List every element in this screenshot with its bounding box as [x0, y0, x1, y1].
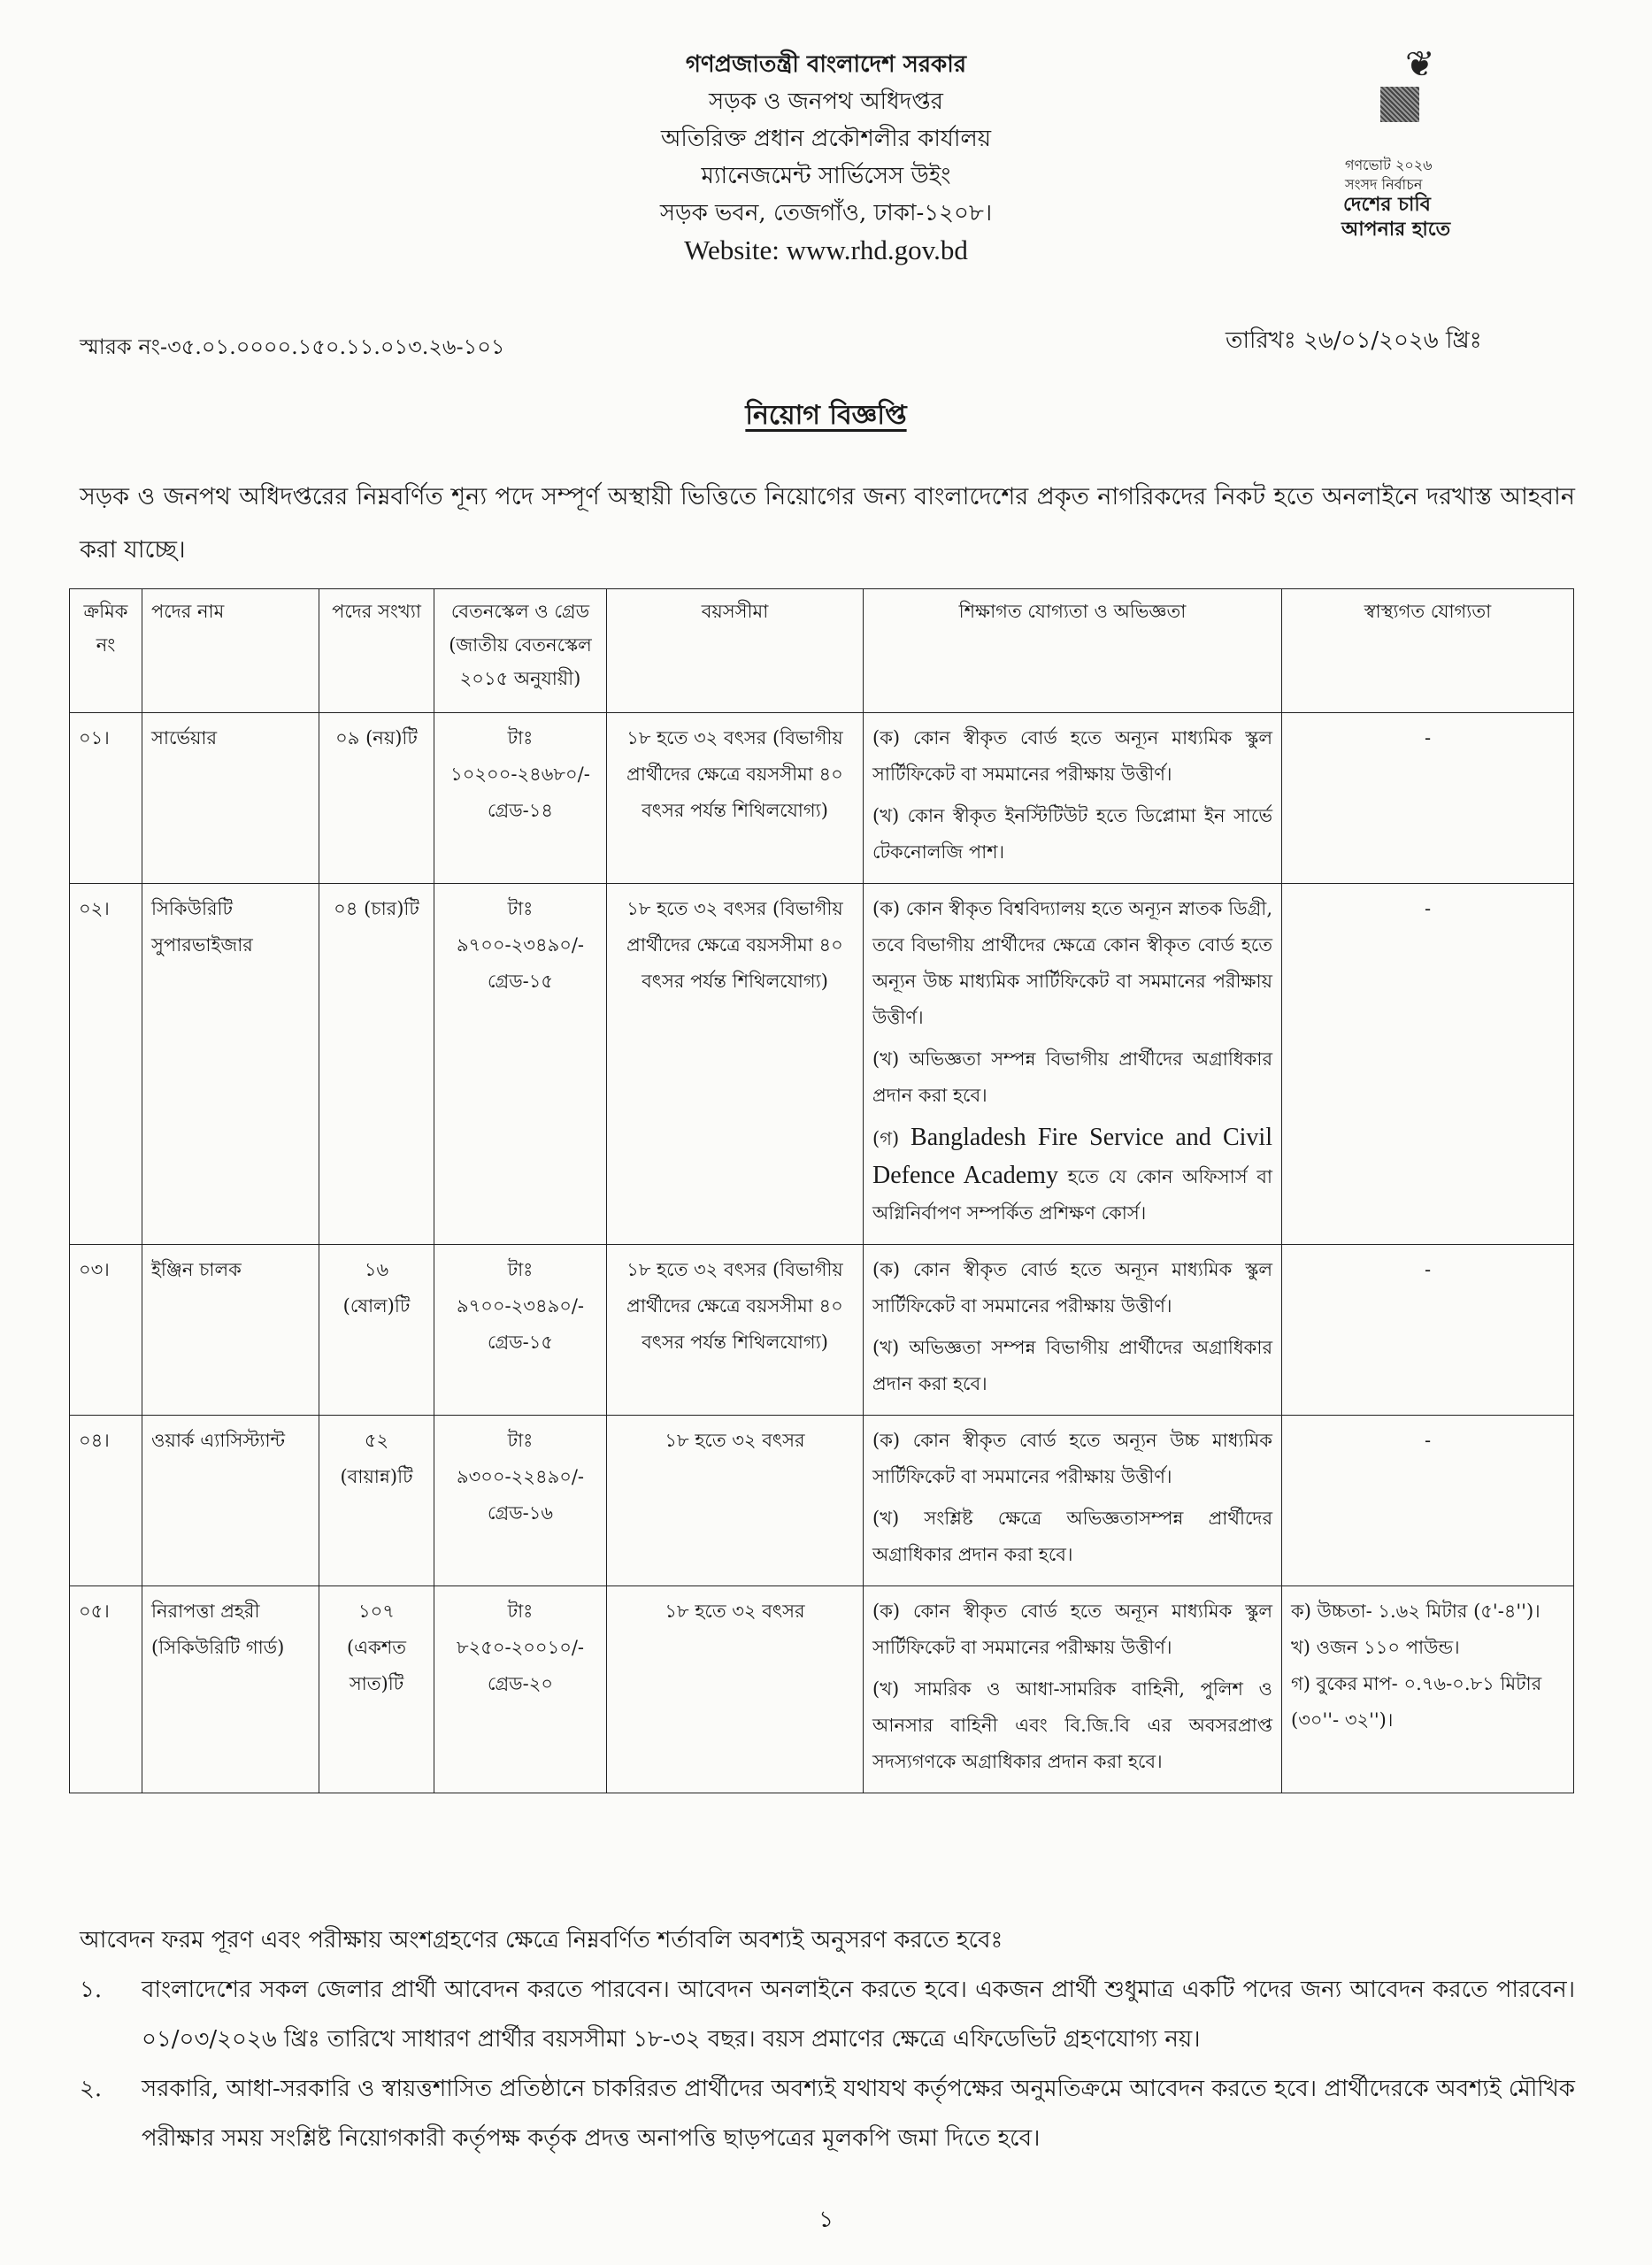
page-title: [0, 394, 1652, 439]
cell-pay: টাঃ ৮২৫০-২০০১০/- গ্রেড-২০: [434, 1586, 607, 1793]
logo-text-4: আপনার হাতে: [1341, 218, 1451, 241]
conditions-list: [80, 1965, 1575, 2163]
fire-academy-name: Bangladesh Fire Service and Civil Defence Academy: [872, 1124, 1272, 1189]
website-link[interactable]: Website: www.rhd.gov.bd: [684, 234, 968, 265]
cell-post: ইঞ্জিন চালক: [142, 1245, 319, 1416]
cell-post: সার্ভেয়ার: [142, 713, 319, 884]
condition-number: ১.: [80, 1977, 103, 2003]
page-number: ১: [818, 2207, 834, 2233]
condition-item: [80, 1965, 1575, 2064]
cell-qualification: [864, 1245, 1282, 1416]
cell-post: নিরাপত্তা প্রহরী (সিকিউরিটি গার্ড): [142, 1586, 319, 1793]
cell-pay: টাঃ ৯৩০০-২২৪৯০/- গ্রেড-১৬: [434, 1416, 607, 1586]
qual-item: (ক) কোন স্বীকৃত বোর্ড হতে অন্যূন মাধ্যমিক স্কুল সার্টিফিকেট বা সমমানের পরীক্ষায় উত্তীর্ণ।: [872, 1259, 1272, 1317]
condition-text: বাংলাদেশের সকল জেলার প্রার্থী আবেদন করতে পারবেন। আবেদন অনলাইনে করতে হবে। একজন প্রার্থী শুধুমাত্র একটি পদের জন্য আবেদন করতে পারবেন। ০১/০৩/২০২৬ খ্রিঃ তারিখে সাধারণ প্রার্থীর বয়সসীমা ১৮-৩২ বছর। বয়স প্রমাণের ক্ষেত্রে এফিডেভিট গ্রহণযোগ্য নয়।: [142, 1977, 1575, 2053]
cell-serial: ০৪।: [70, 1416, 142, 1586]
leaf-icon: ❦: [1405, 44, 1435, 85]
col-education: শিক্ষাগত যোগ্যতা ও অভিজ্ঞতা: [864, 589, 1282, 713]
conditions-lead: আবেদন ফরম পূরণ এবং পরীক্ষায় অংশগ্রহণের ক্ষেত্রে নিম্নবর্ণিত শর্তাবলি অবশ্যই অনুসরণ করতে হবেঃ: [80, 1927, 1003, 1954]
cell-health: -: [1282, 884, 1574, 1245]
table-row: [70, 1586, 1574, 1793]
cell-count: ১০৭ (একশত সাত)টি: [319, 1586, 434, 1793]
qual-item: (ক) কোন স্বীকৃত বোর্ড হতে অন্যূন মাধ্যমিক স্কুল সার্টিফিকেট বা সমমানের পরীক্ষায় উত্তীর্ণ।: [872, 727, 1272, 785]
logo-text-1: গণভোট ২০২৬: [1345, 157, 1433, 173]
cell-count: ০৪ (চার)টি: [319, 884, 434, 1245]
cell-post: ওয়ার্ক এ্যাসিস্ট্যান্ট: [142, 1416, 319, 1586]
col-age: বয়সসীমা: [607, 589, 864, 713]
qual-item: (খ) অভিজ্ঞতা সম্পন্ন বিভাগীয় প্রার্থীদের অগ্রাধিকার প্রদান করা হবে।: [872, 1337, 1272, 1394]
cell-health: -: [1282, 1416, 1574, 1586]
cell-age: ১৮ হতে ৩২ বৎসর: [607, 1416, 864, 1586]
logo-text-3: দেশের চাবি: [1343, 193, 1431, 216]
qual-item: (খ) কোন স্বীকৃত ইনস্টিটিউট হতে ডিপ্লোমা ইন সার্ভে টেকনোলজি পাশ।: [872, 805, 1272, 863]
table-row: [70, 713, 1574, 884]
address: সড়ক ভবন, তেজগাঁও, ঢাকা-১২০৮।: [659, 200, 993, 226]
intro-paragraph: সড়ক ও জনপথ অধিদপ্তরের নিম্নবর্ণিত শূন্য পদে সম্পূর্ণ অস্থায়ী ভিত্তিতে নিয়োগের জন্য বাংলাদেশের প্রকৃত নাগরিকদের নিকট হতে অনলাইনে দরখাস্ত আহবান করা যাচ্ছে।: [80, 483, 1575, 564]
health-item: গ) বুকের মাপ- ০.৭৬-০.৮১ মিটার (৩০''- ৩২'')।: [1291, 1673, 1542, 1731]
qual-item: [872, 1119, 1272, 1232]
cell-health: [1282, 1586, 1574, 1793]
cell-health: -: [1282, 713, 1574, 884]
qual-item: (ক) কোন স্বীকৃত বোর্ড হতে অন্যূন মাধ্যমিক স্কুল সার্টিফিকেট বা সমমানের পরীক্ষায় উত্তীর্ণ।: [872, 1601, 1272, 1658]
cell-age: ১৮ হতে ৩২ বৎসর (বিভাগীয় প্রার্থীদের ক্ষেত্রে বয়সসীমা ৪০ বৎসর পর্যন্ত শিথিলযোগ্য): [607, 713, 864, 884]
vacancy-table: [69, 588, 1574, 1793]
logo-text-2: সংসদ নির্বাচন: [1345, 176, 1423, 193]
cell-qualification: [864, 1416, 1282, 1586]
cell-count: ০৯ (নয়)টি: [319, 713, 434, 884]
cell-pay: টাঃ ১০২০০-২৪৬৮০/- গ্রেড-১৪: [434, 713, 607, 884]
table-header-row: [70, 589, 1574, 713]
office-name: অতিরিক্ত প্রধান প্রকৌশলীর কার্যালয়: [660, 126, 992, 152]
cell-health: -: [1282, 1245, 1574, 1416]
govt-name: গণপ্রজাতন্ত্রী বাংলাদেশ সরকার: [685, 51, 967, 78]
health-item: ক) উচ্চতা- ১.৬২ মিটার (৫'-৪'')।: [1291, 1601, 1541, 1622]
health-item: খ) ওজন ১১০ পাউন্ড।: [1291, 1637, 1460, 1658]
cell-serial: ০৩।: [70, 1245, 142, 1416]
qual-item: (খ) অভিজ্ঞতা সম্পন্ন বিভাগীয় প্রার্থীদের অগ্রাধিকার প্রদান করা হবে।: [872, 1048, 1272, 1106]
condition-text: সরকারি, আধা-সরকারি ও স্বায়ত্তশাসিত প্রতিষ্ঠানে চাকরিরত প্রার্থীদের অবশ্যই যথাযথ কর্তৃপক্ষের অনুমতিক্রমে আবেদন করতে হবে। প্রার্থীদেরকে অবশ্যই মৌখিক পরীক্ষার সময় সংশ্লিষ্ট নিয়োগকারী কর্তৃপক্ষ কর্তৃক প্রদত্ত অনাপত্তি ছাড়পত্রের মূলকপি জমা দিতে হবে।: [142, 2076, 1575, 2152]
cell-age: ১৮ হতে ৩২ বৎসর (বিভাগীয় প্রার্থীদের ক্ষেত্রে বয়সসীমা ৪০ বৎসর পর্যন্ত শিথিলযোগ্য): [607, 1245, 864, 1416]
condition-number: ২.: [80, 2076, 103, 2102]
qual-prefix: (গ): [872, 1128, 911, 1149]
title-text: নিয়োগ বিজ্ঞপ্তি: [745, 400, 907, 431]
condition-item: [80, 2064, 1575, 2163]
qual-item: (খ) সংশ্লিষ্ট ক্ষেত্রে অভিজ্ঞতাসম্পন্ন প্রার্থীদের অগ্রাধিকার প্রদান করা হবে।: [872, 1508, 1272, 1565]
cell-pay: টাঃ ৯৭০০-২৩৪৯০/- গ্রেড-১৫: [434, 884, 607, 1245]
cell-serial: ০২।: [70, 884, 142, 1245]
election-logo: [1327, 44, 1522, 241]
cell-post: সিকিউরিটি সুপারভাইজার: [142, 884, 319, 1245]
conditions-section: [80, 1916, 1575, 2163]
issue-date: তারিখঃ ২৬/০১/২০২৬ খ্রিঃ: [1226, 327, 1482, 354]
table-row: [70, 884, 1574, 1245]
col-serial: ক্রমিক নং: [70, 589, 142, 713]
table-row: [70, 1245, 1574, 1416]
cell-qualification: [864, 884, 1282, 1245]
cell-serial: ০১।: [70, 713, 142, 884]
cell-count: ৫২ (বায়ান্ন)টি: [319, 1416, 434, 1586]
wing-name: ম্যানেজমেন্ট সার্ভিসেস উইং: [701, 163, 951, 189]
department-name: সড়ক ও জনপথ অধিদপ্তর: [709, 88, 943, 115]
cell-count: ১৬ (ষোল)টি: [319, 1245, 434, 1416]
cell-qualification: [864, 1586, 1282, 1793]
cell-age: ১৮ হতে ৩২ বৎসর: [607, 1586, 864, 1793]
qual-item: (ক) কোন স্বীকৃত বোর্ড হতে অন্যূন উচ্চ মাধ্যমিক সার্টিফিকেট বা সমমানের পরীক্ষায় উত্তীর্ণ।: [872, 1430, 1272, 1487]
cell-age: ১৮ হতে ৩২ বৎসর (বিভাগীয় প্রার্থীদের ক্ষেত্রে বয়সসীমা ৪০ বৎসর পর্যন্ত শিথিলযোগ্য): [607, 884, 864, 1245]
cell-serial: ০৫।: [70, 1586, 142, 1793]
letterhead: [442, 46, 1210, 269]
qual-item: (খ) সামরিক ও আধা-সামরিক বাহিনী, পুলিশ ও আনসার বাহিনী এবং বি.জি.বি এর অবসরপ্রাপ্ত সদস্যগণকে অগ্রাধিকার প্রদান করা হবে।: [872, 1678, 1272, 1772]
col-health: স্বাস্থ্যগত যোগ্যতা: [1282, 589, 1574, 713]
col-pay: বেতনস্কেল ও গ্রেড (জাতীয় বেতনস্কেল ২০১৫ অনুযায়ী): [434, 589, 607, 713]
cell-pay: টাঃ ৯৭০০-২৩৪৯০/- গ্রেড-১৫: [434, 1245, 607, 1416]
ballot-icon: [1380, 87, 1419, 122]
col-post: পদের নাম: [142, 589, 319, 713]
cell-qualification: [864, 713, 1282, 884]
qual-suffix: হতে যে কোন অফিসার্স বা অগ্নিনির্বাপণ সম্পর্কিত প্রশিক্ষণ কোর্স।: [872, 1166, 1272, 1224]
memo-number: স্মারক নং-৩৫.০১.০০০০.১৫০.১১.০১৩.২৬-১০১: [80, 334, 505, 359]
table-row: [70, 1416, 1574, 1586]
col-count: পদের সংখ্যা: [319, 589, 434, 713]
qual-item: (ক) কোন স্বীকৃত বিশ্ববিদ্যালয় হতে অন্যূন স্নাতক ডিগ্রী, তবে বিভাগীয় প্রার্থীদের ক্ষেত্রে কোন স্বীকৃত বোর্ড হতে অন্যূন উচ্চ মাধ্যমিক সার্টিফিকেট বা সমমানের পরীক্ষায় উত্তীর্ণ।: [872, 898, 1272, 1028]
